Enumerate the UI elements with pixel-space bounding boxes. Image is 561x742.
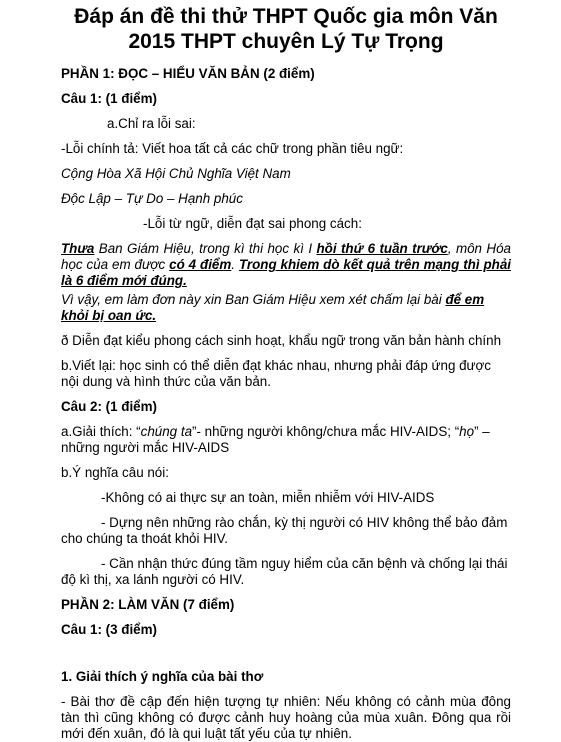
part2-heading: PHẦN 2: LÀM VĂN (7 điểm) bbox=[61, 597, 235, 612]
quote1-seg2: Ban Giám Hiệu, trong kì thi học kì I bbox=[94, 241, 317, 256]
meaning-point-2: - Dựng nên những rào chắn, kỳ thị người có HIV không thể bảo đảm cho chúng ta thoát khỏi HIV. bbox=[61, 515, 508, 546]
quote1-seg4: , môn Hóa học của em được bbox=[61, 241, 511, 272]
part1-heading: PHẦN 1: ĐỌC – HIỂU VĂN BẢN (2 điểm) bbox=[61, 66, 315, 81]
title-line-1: Đáp án đề thi thử THPT Quốc gia môn Văn bbox=[74, 5, 498, 28]
spelling-error-text: -Lỗi chính tả: Viết hoa tất cả các chữ trong phần tiêu ngữ: bbox=[61, 141, 404, 156]
quote2-seg1: Vì vậy, em làm đơn này xin Ban Giám Hiệu xem xét chấm lại bài bbox=[61, 292, 446, 307]
explain-seg2: chúng ta bbox=[140, 424, 193, 439]
quoted-letter-paragraph-2 bbox=[61, 292, 511, 324]
meaning-point-3: - Cần nhận thức đúng tầm nguy hiểm của căn bệnh và chống lại thái độ kì thị, xa lánh người có HIV. bbox=[61, 556, 508, 587]
rewrite-instruction: b.Viết lại: học sinh có thể diễn đạt khác nhau, nhưng phải đáp ứng được nội dung và hình thức của văn bản. bbox=[61, 358, 491, 389]
title-line-2: 2015 THPT chuyên Lý Tự Trọng bbox=[128, 30, 444, 53]
question1-heading: Câu 1: (1 điểm) bbox=[61, 91, 157, 106]
wording-error-text: -Lỗi từ ngữ, diễn đạt sai phong cách: bbox=[143, 216, 362, 231]
quote2-seg2: để em khỏi bị oan ức. bbox=[61, 292, 485, 323]
style-note: ð Diễn đạt kiểu phong cách sinh hoạt, khẩu ngữ trong văn bản hành chính bbox=[61, 333, 502, 348]
blank-gap bbox=[61, 647, 511, 669]
meaning-label: b.Ý nghĩa câu nói: bbox=[61, 465, 169, 480]
document-title bbox=[61, 4, 511, 54]
question2-heading: Câu 2: (1 điểm) bbox=[61, 399, 157, 414]
q1a-label: a.Chỉ ra lỗi sai: bbox=[107, 116, 196, 131]
quote1-seg3: hồi thứ 6 tuần trước bbox=[316, 241, 448, 256]
explain-seg5: ” – những người mắc HIV-AIDS bbox=[61, 424, 490, 455]
quote1-seg1: Thưa bbox=[61, 241, 95, 256]
quote1-seg5: có 4 điểm bbox=[169, 257, 232, 272]
motto-line-1: Cộng Hòa Xã Hội Chủ Nghĩa Việt Nam bbox=[61, 166, 291, 181]
motto-line-2: Độc Lập – Tự Do – Hạnh phúc bbox=[61, 191, 243, 206]
part2-question1-heading: Câu 1: (3 điểm) bbox=[61, 622, 157, 637]
quoted-letter-paragraph-1 bbox=[61, 241, 511, 289]
explain-seg3: ”- những người không/chưa mắc HIV-AIDS; “ bbox=[192, 424, 460, 439]
quote1-seg7: Trong khiem dò kết quả trên mạng thì phải là 6 điểm mới đúng. bbox=[61, 257, 511, 288]
meaning-point-1: -Không có ai thực sự an toàn, miễn nhiễm với HIV-AIDS bbox=[101, 490, 435, 505]
explain-seg1: a.Giải thích: “ bbox=[61, 424, 141, 439]
quote1-seg6: . bbox=[231, 257, 239, 272]
poem-section-heading: 1. Giải thích ý nghĩa của bài thơ bbox=[61, 669, 264, 684]
poem-explanation-text: - Bài thơ đề cập đến hiện tượng tự nhiên: Nếu không có cảnh mùa đông tàn thì cũng không có được cảnh huy hoàng của mùa xuân. Đông qua rồi mới đến xuân, đó là qui luật tất yếu của tự nhiên. bbox=[61, 694, 511, 741]
explain-seg4: họ bbox=[459, 424, 475, 439]
explanation-text bbox=[61, 424, 511, 456]
